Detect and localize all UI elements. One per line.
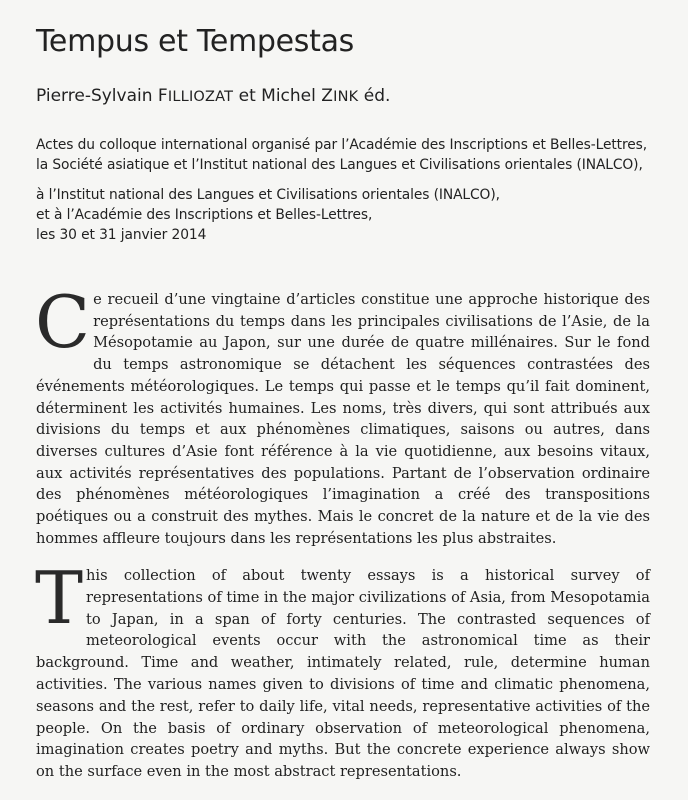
book-authors — [36, 86, 390, 106]
colloquium-line-4: et à l’Académie des Inscriptions et Belles-Lettres, — [36, 207, 373, 223]
colloquium-date: les 30 et 31 janvier 2014 — [36, 227, 207, 243]
english-dropcap: T — [35, 556, 84, 640]
french-summary-text: e recueil d’une vingtaine d’articles constitue une approche historique des représentations du temps dans les principales civilisations de l’Asie, de la Mésopotamie au Japon, sur une durée de quatre millénaires. Sur le fond du temps astronomique se détachent les séquences contrastées des événements météorologiques. Le temps qui passe et le temps qu’il fait dominent, déterminent les activités humaines. Les noms, très divers, qui sont attribués aux divisions du temps et aux phénomènes climatiques, saisons ou autres, dans diverses cultures d’Asie font référence à la vie quotidienne, aux besoins vitaux, aux activités représentatives des populations. Partant de l’observation ordinaire des phénomènes météorologiques l’imagination a créé des transpositions poétiques ou a construit des mythes. Mais le concret de la nature et de la vie des hommes affleure toujours dans les représentations les plus abstraites. — [36, 291, 650, 547]
author-prefix: Pierre-Sylvain — [36, 86, 158, 106]
colloquium-venue — [36, 185, 500, 245]
author-middle: et Michel — [233, 86, 322, 106]
author1-surname: FILLIOZAT — [157, 86, 234, 106]
french-summary — [35, 280, 650, 549]
author2-surname: ZINK — [321, 86, 359, 106]
book-title: Tempus et Tempestas — [36, 24, 355, 59]
colloquium-organizers — [36, 135, 647, 175]
english-summary-text: his collection of about twenty essays is a historical survey of representations of time in the major civilizations of Asia, from Mesopotamia to Japan, in a span of forty centuries. The contrasted sequences of meteorological events occur with the astronomical time as their background. Time and weather, intimately related, rule, determine human activities. The various names given to divisions of time and climatic phenomena, seasons and the rest, refer to daily life, vital needs, representative activities of the people. On the basis of ordinary observation of meteorological phenomena, imagination creates poetry and myths. But the concrete experience always show on the surface even in the most abstract representations. — [36, 567, 650, 781]
colloquium-line-3: à l’Institut national des Langues et Civilisations orientales (INALCO), — [36, 187, 500, 203]
french-dropcap: C — [35, 280, 91, 364]
author-suffix: éd. — [358, 86, 391, 106]
colloquium-line-1: Actes du colloque international organisé par l’Académie des Inscriptions et Belles-Lettres, — [36, 137, 648, 153]
colloquium-line-2: la Société asiatique et l’Institut national des Langues et Civilisations orientales (INALCO), — [36, 157, 643, 173]
english-summary — [35, 556, 650, 783]
